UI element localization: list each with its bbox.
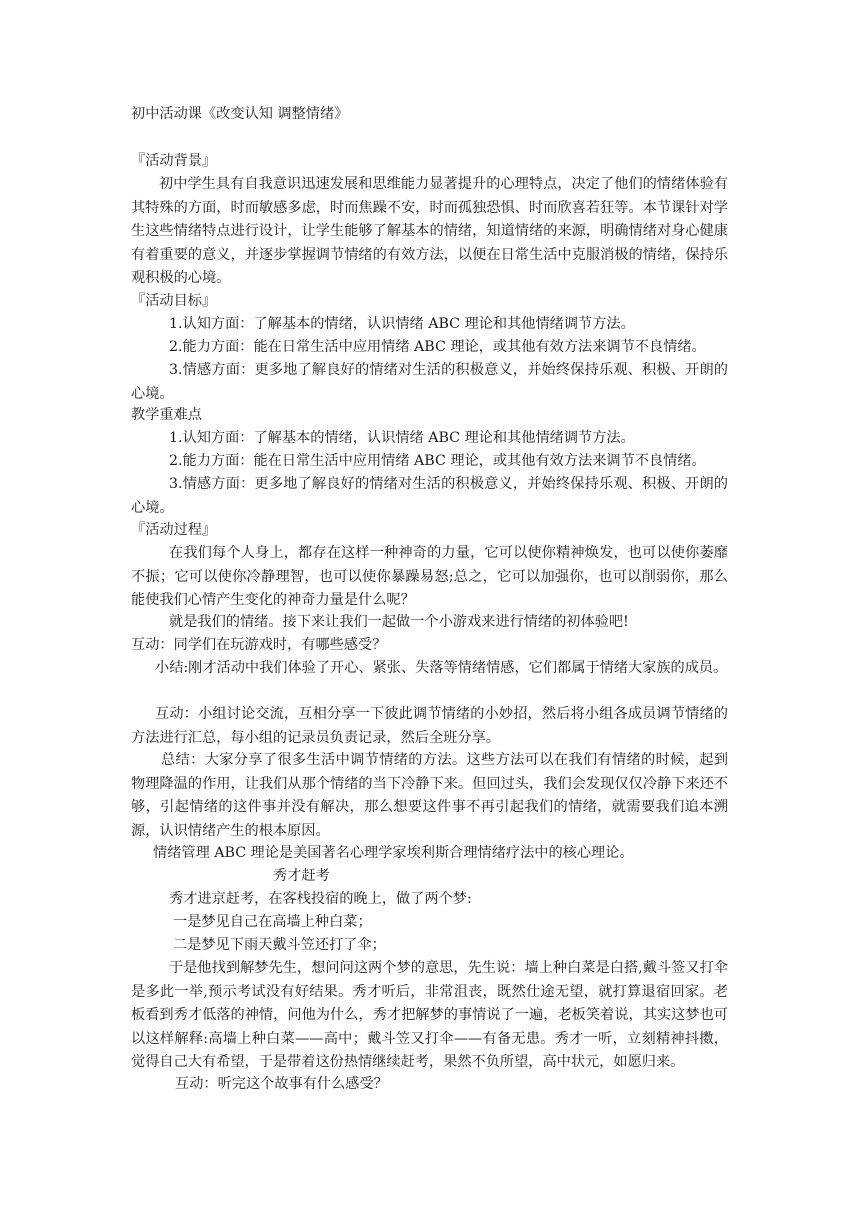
goals-heading: 『活动目标』: [131, 293, 217, 309]
process-paragraph-2: 就是我们的情绪。接下来让我们一起做一个小游戏来进行情绪的初体验吧!: [169, 614, 629, 630]
document-title: 初中活动课《改变认知 调整情绪》: [131, 106, 349, 122]
interaction-1: 互动：同学们在玩游戏时，有哪些感受？: [131, 637, 387, 653]
summary-2: 总结：大家分享了很多生活中调节情绪的方法。这些方法可以在我们有情绪的时候，起到物理降温的作用，让我们从那个情绪的当下冷静下来。但回过头，我们会发现仅仅冷静下来还不够，引起情绪的这件事并没有解决，那么想要这件事不再引起我们的情绪，就需要我们追本溯源，认识情绪产生的根本原因。: [131, 752, 728, 839]
interaction-2: 互动：小组讨论交流，互相分享一下彼此调节情绪的小妙招，然后将小组各成员调节情绪的方法进行汇总，每小组的记录员负责记录，然后全班分享。: [131, 706, 728, 746]
story-line-3: 二是梦见下雨天戴斗笠还打了伞；: [173, 937, 386, 953]
story-title: 秀才赶考: [273, 868, 330, 884]
background-text: 初中学生具有自我意识迅速发展和思维能力显著提升的心理特点，决定了他们的情绪体验有其特殊的方面，时而敏感多虑，时而焦躁不安，时而孤独恐惧、时而欣喜若狂等。本节课针对学生这些情绪特点进行设计，让学生能够了解基本的情绪，知道情绪的来源，明确情绪对身心健康有着重要的意义，并逐步掌握调节情绪的有效方法，以便在日常生活中克服消极的情绪，保持乐观积极的心境。: [131, 176, 728, 286]
goal-item-3: 3.情感方面：更多地了解良好的情绪对生活的积极意义，并始终保持乐观、积极、开朗的心境。: [131, 362, 728, 402]
interaction-3: 互动：听完这个故事有什么感受？: [175, 1076, 388, 1092]
key-item-1: 1.认知方面：了解基本的情绪，认识情绪 ABC 理论和其他情绪调节方法。: [169, 430, 635, 446]
summary-1: 小结:刚才活动中我们体验了开心、紧张、失落等情绪情感，它们都属于情绪大家族的成员。: [155, 660, 728, 676]
story-paragraph: 于是他找到解梦先生，想问问这两个梦的意思，先生说：墙上种白菜是白搭,戴斗签又打伞是多此一举,预示考试没有好结果。秀才听后，非常沮丧，既然仕途无望，就打算退宿回家。老板看到秀才低落的神情，问他为什么，秀才把解梦的事情说了一遍，老板笑着说，其实这梦也可以这样解释:高墙上种白菜——高中；戴斗笠又打伞——有备无患。秀才一听，立刻精神抖擞，觉得自己大有希望，于是带着这份热情继续赶考，果然不负所望，高中状元，如愿归来。: [131, 960, 728, 1070]
process-heading: 『活动过程』: [131, 522, 217, 538]
key-item-2: 2.能力方面：能在日常生活中应用情绪 ABC 理论，或其他有效方法来调节不良情绪。: [169, 453, 706, 469]
key-item-3: 3.情感方面：更多地了解良好的情绪对生活的积极意义，并始终保持乐观、积极、开朗的心境。: [131, 476, 728, 516]
story-line-1: 秀才进京赶考，在客栈投宿的晚上，做了两个梦:: [169, 891, 472, 907]
process-paragraph-1: 在我们每个人身上，都存在这样一种神奇的力量，它可以使你精神焕发，也可以使你萎靡不振；它可以使你冷静理智，也可以使你暴躁易怒;总之，它可以加强你，也可以削弱你，那么能使我们心情产生变化的神奇力量是什么呢？: [131, 545, 728, 608]
goal-item-1: 1.认知方面：了解基本的情绪，认识情绪 ABC 理论和其他情绪调节方法。: [169, 316, 635, 332]
abc-theory-intro: 情绪管理 ABC 理论是美国著名心理学家埃利斯合理情绪疗法中的核心理论。: [153, 845, 634, 861]
goal-item-2: 2.能力方面：能在日常生活中应用情绪 ABC 理论，或其他有效方法来调节不良情绪。: [169, 339, 706, 355]
story-line-2: 一是梦见自己在高墙上种白菜；: [173, 914, 372, 930]
background-heading: 『活动背景』: [131, 153, 217, 169]
key-points-heading: 教学重难点: [131, 407, 202, 423]
